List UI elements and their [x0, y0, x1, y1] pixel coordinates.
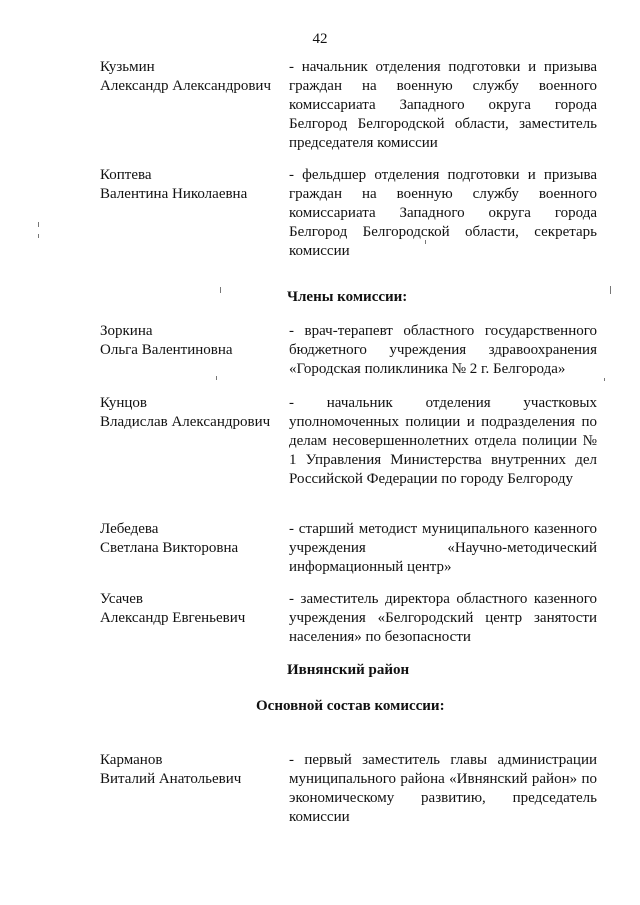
- person-name: [100, 590, 285, 628]
- person-given-names: Виталий Анатольевич: [100, 771, 242, 787]
- person-surname: Лебедева: [100, 521, 159, 537]
- person-given-names: Светлана Викторовна: [100, 540, 239, 556]
- person-surname: Коптева: [100, 167, 152, 183]
- main-composition-heading: Основной состав комиссии:: [256, 698, 445, 714]
- scan-speck: [38, 234, 39, 238]
- district-heading: Ивнянский район: [287, 662, 410, 678]
- members-heading: Члены комиссии:: [287, 289, 408, 305]
- person-role: - начальник отделения участковых уполномоченных полиции и подразделения по делам несовершеннолетних отдела полиции № 1 Управления Министерства внутренних дел Российской Федерации по городу Белгороду: [289, 395, 597, 487]
- person-given-names: Валентина Николаевна: [100, 186, 248, 202]
- scan-speck: [216, 376, 217, 380]
- scan-speck: [220, 287, 221, 293]
- scan-speck: [38, 222, 39, 227]
- person-surname: Карманов: [100, 752, 163, 768]
- scan-speck: [610, 286, 611, 294]
- person-name: [100, 322, 285, 360]
- person-surname: Зоркина: [100, 323, 153, 339]
- person-given-names: Александр Евгеньевич: [100, 610, 246, 626]
- person-given-names: Владислав Александрович: [100, 414, 271, 430]
- person-given-names: Александр Александрович: [100, 78, 271, 94]
- scan-speck: [604, 378, 605, 381]
- scan-speck: [425, 240, 426, 244]
- person-role: - начальник отделения подготовки и призыва граждан на военную службу военного комиссариата Западного округа города Белгород Белгородской области, заместитель председателя комиссии: [289, 59, 597, 151]
- person-surname: Кунцов: [100, 395, 148, 411]
- person-name: [100, 520, 285, 558]
- person-role: - первый заместитель главы администрации муниципального района «Ивнянский район» по экономическому развитию, председатель комиссии: [289, 752, 597, 825]
- person-role: - врач-терапевт областного государственного бюджетного учреждения здравоохранения «Городская поликлиника № 2 г. Белгорода»: [289, 323, 597, 377]
- person-role: - фельдшер отделения подготовки и призыва граждан на военную службу военного комиссариата Западного округа города Белгород Белгородской области, секретарь комиссии: [289, 167, 597, 259]
- person-role: - старший методист муниципального казенного учреждения «Научно-методический информационный центр»: [289, 521, 597, 575]
- person-name: [100, 394, 285, 432]
- person-name: [100, 166, 285, 204]
- person-surname: Кузьмин: [100, 59, 155, 75]
- person-name: [100, 751, 285, 789]
- person-name: [100, 58, 285, 96]
- person-role: - заместитель директора областного казенного учреждения «Белгородский центр занятости населения» по безопасности: [289, 591, 597, 645]
- page-number: 42: [312, 31, 328, 47]
- person-surname: Усачев: [100, 591, 144, 607]
- person-given-names: Ольга Валентиновна: [100, 342, 233, 358]
